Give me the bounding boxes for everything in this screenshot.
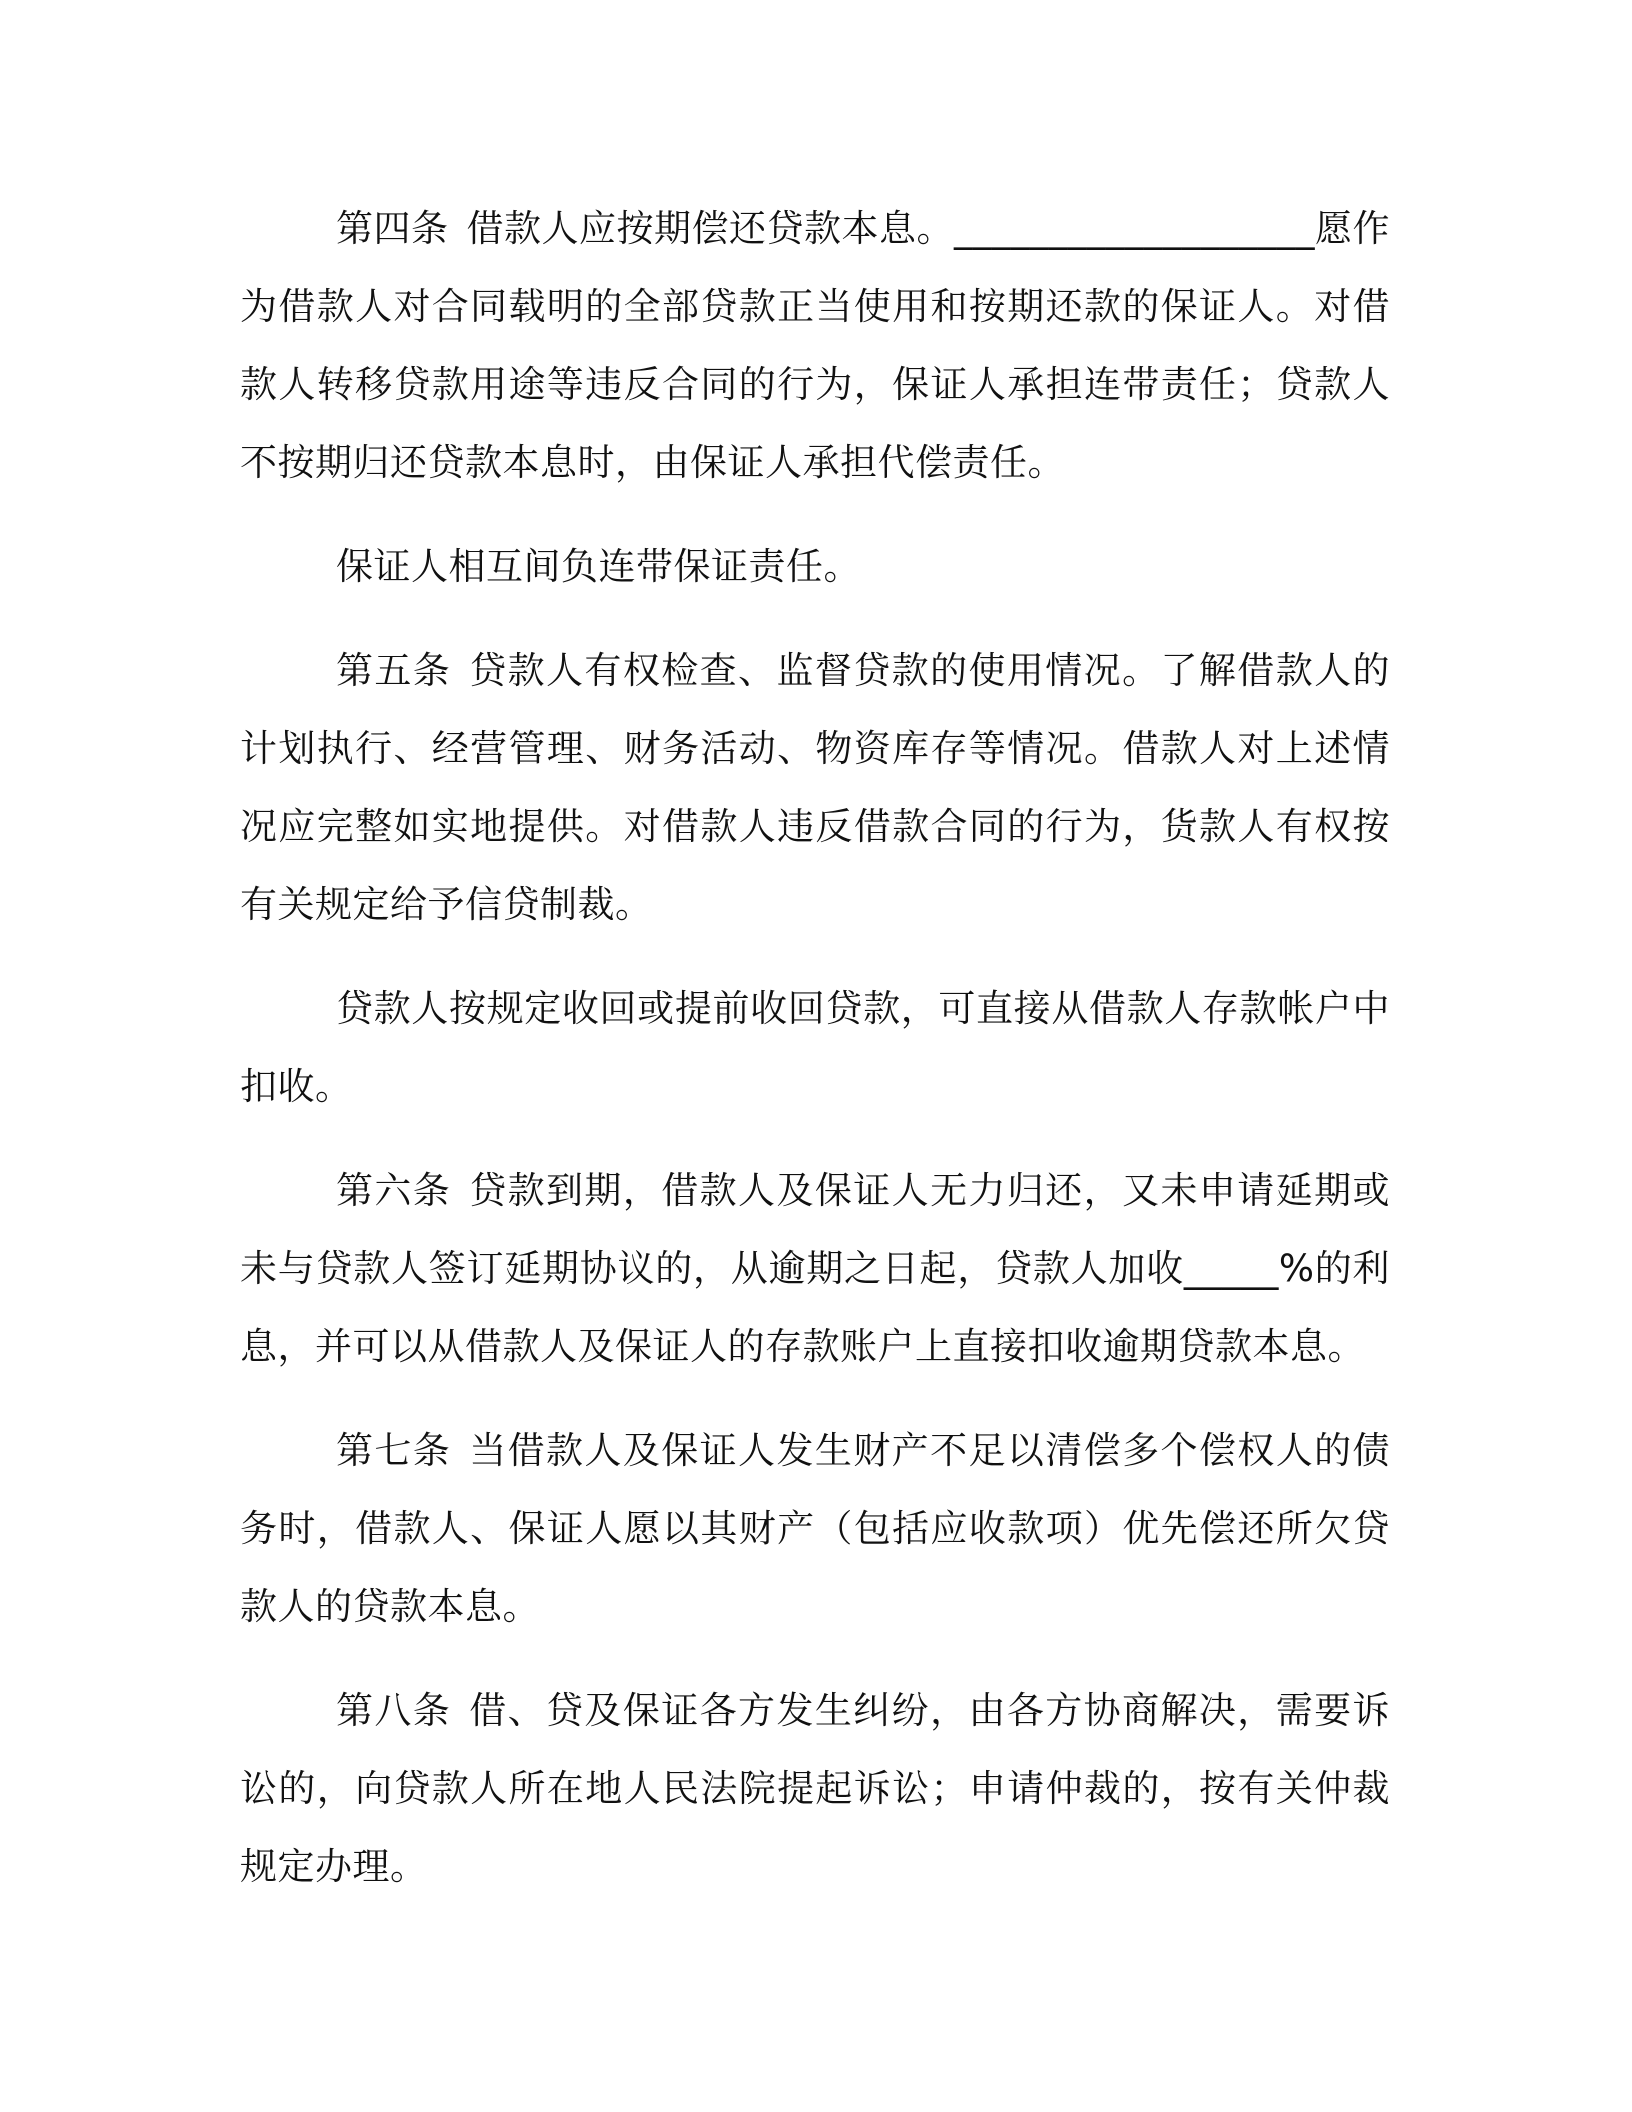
loan-recovery-text: 贷款人按规定收回或提前收回贷款，可直接从借款人存款帐户中扣收。 <box>240 987 1390 1108</box>
article-5-text: 贷款人有权检查、监督贷款的使用情况。了解借款人的计划执行、经营管理、财务活动、物资库存等情况。借款人对上述情况应完整如实地提供。对借款人违反借款合同的行为，货款人有权按有关规定给予信贷制裁。 <box>240 649 1391 926</box>
guarantor-joint-liability-text: 保证人相互间负连带保证责任。 <box>336 545 861 588</box>
article-8-paragraph <box>240 1672 1390 1906</box>
article-4-label: 第四条 <box>336 207 449 250</box>
article-4-paragraph <box>240 190 1390 502</box>
article-4-text: 借款人应按期偿还贷款本息。___________________愿作为借款人对合同载明的全部贷款正当使用和按期还款的保证人。对借款人转移贷款用途等违反合同的行为，保证人承担连带责任；贷款人不按期归还贷款本息时，由保证人承担代偿责任。 <box>240 207 1390 484</box>
article-5-label: 第五条 <box>336 649 452 692</box>
contract-body <box>240 190 1390 1932</box>
article-8-label: 第八条 <box>336 1689 452 1732</box>
article-7-text: 当借款人及保证人发生财产不足以清偿多个偿权人的债务时，借款人、保证人愿以其财产（包括应收款项）优先偿还所欠贷款人的贷款本息。 <box>240 1429 1391 1628</box>
article-7-label: 第七条 <box>336 1429 452 1472</box>
article-5-paragraph <box>240 632 1390 944</box>
loan-recovery-paragraph <box>240 970 1390 1126</box>
guarantor-joint-liability-paragraph <box>240 528 1390 606</box>
article-7-paragraph <box>240 1412 1390 1646</box>
article-6-paragraph <box>240 1152 1390 1386</box>
article-8-text: 借、贷及保证各方发生纠纷，由各方协商解决，需要诉讼的，向贷款人所在地人民法院提起诉讼；申请仲裁的，按有关仲裁规定办理。 <box>240 1689 1391 1888</box>
article-6-label: 第六条 <box>336 1169 452 1212</box>
article-6-text: 贷款到期，借款人及保证人无力归还，又未申请延期或未与贷款人签订延期协议的，从逾期之日起，贷款人加收_____%的利息，并可以从借款人及保证人的存款账户上直接扣收逾期贷款本息。 <box>240 1169 1391 1368</box>
